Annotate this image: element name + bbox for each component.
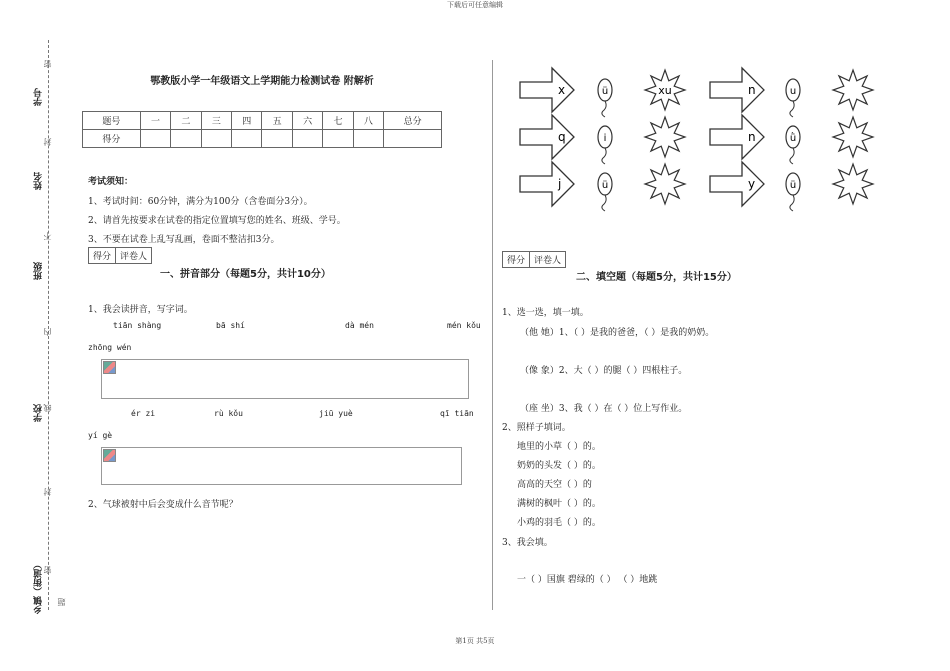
fill-item: 满树的枫叶（ ）的。 bbox=[517, 499, 601, 509]
pinyin: tiān shàng bbox=[113, 321, 162, 330]
choice-item: （像 象）2、大（ ）的腿（ ）四根柱子。 bbox=[520, 366, 688, 376]
answer-box[interactable] bbox=[101, 447, 462, 485]
grader-score-label: 得分 bbox=[507, 256, 526, 266]
grader-box bbox=[502, 251, 566, 268]
score-cell[interactable] bbox=[171, 130, 201, 148]
section2-title: 二、填空题（每题5分，共计15分） bbox=[576, 272, 737, 283]
fill-item: 奶奶的头发（ ）的。 bbox=[517, 461, 601, 471]
section1-q2: 2、气球被射中后会变成什么音节呢？ bbox=[88, 500, 238, 510]
cut-word: 线 bbox=[43, 404, 52, 412]
notice-title: 考试须知： bbox=[88, 177, 134, 187]
broken-image-icon bbox=[103, 449, 116, 462]
grader-name-label: 评卷人 bbox=[115, 248, 151, 263]
pinyin: mén kǒu bbox=[447, 321, 481, 330]
grader-name-label: 评卷人 bbox=[529, 252, 565, 267]
cut-word: 封 bbox=[43, 138, 52, 146]
score-table-header-cell: 三 bbox=[201, 112, 231, 130]
pinyin: bā shí bbox=[216, 321, 245, 330]
binding-label-class: 班级 bbox=[34, 262, 44, 280]
arrow-letter: q bbox=[558, 130, 566, 144]
cut-word: 密 bbox=[43, 566, 52, 574]
pinyin: ér zi bbox=[131, 409, 156, 418]
binding-label-school: 学校 bbox=[34, 404, 44, 422]
star-shape bbox=[833, 164, 873, 204]
balloon-string bbox=[602, 148, 606, 164]
score-table-header-cell: 八 bbox=[353, 112, 383, 130]
score-cell[interactable] bbox=[323, 130, 353, 148]
score-cell[interactable] bbox=[232, 130, 262, 148]
arrow-shape bbox=[710, 115, 764, 159]
balloon-letter: u bbox=[789, 86, 797, 97]
balloon-string bbox=[790, 195, 794, 211]
arrow-letter: j bbox=[558, 177, 562, 191]
balloon-letter: ǜ bbox=[789, 133, 797, 144]
cut-word: 密 bbox=[43, 60, 52, 68]
pinyin: yí gè bbox=[88, 431, 113, 440]
balloon-figure bbox=[505, 60, 905, 220]
pinyin: jiū yuè bbox=[319, 409, 353, 418]
section1-q1: 1、我会读拼音，写字词。 bbox=[88, 305, 193, 315]
score-table-header-cell: 六 bbox=[292, 112, 322, 130]
notice-item: 2、请首先按要求在试卷的指定位置填写您的姓名、班级、学号。 bbox=[88, 216, 346, 226]
arrow-letter: y bbox=[748, 177, 756, 191]
binding-line bbox=[48, 40, 49, 610]
arrow-shape bbox=[520, 68, 574, 112]
score-cell[interactable] bbox=[353, 130, 383, 148]
balloon-letter: ü bbox=[601, 180, 609, 191]
score-table-header-cell: 一 bbox=[140, 112, 170, 130]
fill-line: 一（ ）国旗 碧绿的（ ） （ ）地跳 bbox=[517, 575, 658, 585]
star-letter: xu bbox=[658, 84, 672, 97]
score-table-row-label: 得分 bbox=[83, 130, 141, 148]
pinyin: dà mén bbox=[345, 321, 374, 330]
score-cell[interactable] bbox=[201, 130, 231, 148]
section2-q3: 3、我会填。 bbox=[502, 538, 553, 548]
arrow-shape bbox=[710, 162, 764, 206]
section2-q1: 1、选一选，填一填。 bbox=[502, 308, 589, 318]
star-shape bbox=[833, 70, 873, 110]
binding-label-student-id: 学号 bbox=[34, 88, 44, 106]
arrow-shape bbox=[520, 162, 574, 206]
pinyin: rù kǒu bbox=[214, 409, 243, 418]
balloon-string bbox=[790, 101, 794, 117]
fill-item: 高高的天空（ ）的 bbox=[517, 480, 592, 490]
balloon-letter: ü bbox=[789, 180, 797, 191]
score-cell[interactable] bbox=[262, 130, 292, 148]
section2-q2: 2、照样子填词。 bbox=[502, 423, 571, 433]
score-table-header-cell: 题号 bbox=[83, 112, 141, 130]
grader-score-label: 得分 bbox=[93, 252, 112, 262]
balloon-string bbox=[602, 195, 606, 211]
page-footer: 第1页 共5页 bbox=[455, 637, 495, 645]
score-table-header-cell: 五 bbox=[262, 112, 292, 130]
fill-item: 小鸡的羽毛（ ）的。 bbox=[517, 518, 601, 528]
top-note: 下载后可任意编辑 bbox=[447, 1, 503, 9]
score-table-header-cell: 四 bbox=[232, 112, 262, 130]
cut-word: 不 bbox=[43, 232, 52, 240]
score-table-header-cell: 二 bbox=[171, 112, 201, 130]
balloon-letter: ü bbox=[601, 86, 609, 97]
cut-word: 题 bbox=[57, 598, 66, 606]
score-table-header-cell: 总分 bbox=[384, 112, 442, 130]
choice-item: （他 她）1、（ ）是我的爸爸，（ ）是我的奶奶。 bbox=[520, 328, 715, 338]
cut-word: 封 bbox=[43, 488, 52, 496]
star-shape bbox=[645, 164, 685, 204]
score-cell[interactable] bbox=[292, 130, 322, 148]
score-table bbox=[82, 111, 442, 148]
broken-image-icon bbox=[103, 361, 116, 374]
arrow-letter: x bbox=[558, 83, 566, 97]
grader-box bbox=[88, 247, 152, 264]
choice-item: （座 坐）3、我（ ）在（ ）位上写作业。 bbox=[520, 404, 688, 414]
arrow-shape bbox=[520, 115, 574, 159]
cut-word: 内 bbox=[43, 328, 52, 336]
arrow-letter: n bbox=[748, 130, 756, 144]
page-title: 鄂教版小学一年级语文上学期能力检测试卷 附解析 bbox=[150, 76, 374, 87]
answer-box[interactable] bbox=[101, 359, 469, 399]
pinyin: qī tiān bbox=[440, 409, 474, 418]
arrow-shape bbox=[710, 68, 764, 112]
star-shape bbox=[645, 117, 685, 157]
balloon-letter: i bbox=[603, 133, 607, 144]
score-cell[interactable] bbox=[140, 130, 170, 148]
notice-item: 3、不要在试卷上乱写乱画，卷面不整洁扣3分。 bbox=[88, 235, 280, 245]
score-table-header-cell: 七 bbox=[323, 112, 353, 130]
notice-item: 1、考试时间：60分钟，满分为100分（含卷面分3分）。 bbox=[88, 197, 313, 207]
binding-label-town: 乡镇（街道） bbox=[34, 560, 44, 614]
balloon-string bbox=[790, 148, 794, 164]
balloon-string bbox=[602, 101, 606, 117]
arrow-letter: n bbox=[748, 83, 756, 97]
column-divider bbox=[492, 60, 493, 610]
section1-title: 一、拼音部分（每题5分，共计10分） bbox=[160, 269, 331, 280]
star-shape bbox=[833, 117, 873, 157]
pinyin: zhōng wén bbox=[88, 343, 132, 352]
binding-label-name: 姓名 bbox=[34, 172, 44, 190]
score-cell[interactable] bbox=[384, 130, 442, 148]
fill-item: 地里的小草（ ）的。 bbox=[517, 442, 601, 452]
